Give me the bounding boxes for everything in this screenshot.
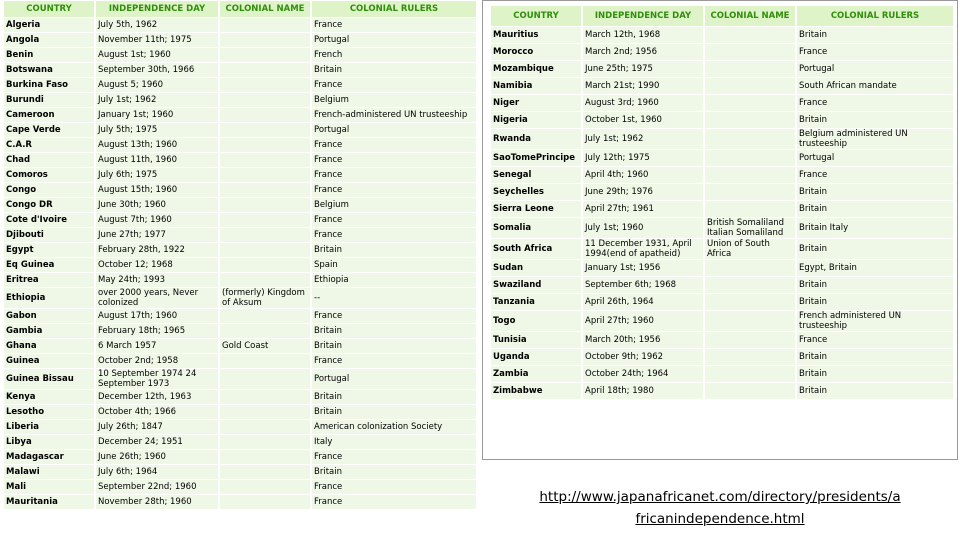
cell-country: Angola — [4, 33, 94, 47]
table-row — [491, 78, 953, 94]
cell-colonial-name — [705, 167, 795, 183]
cell-country: Kenya — [4, 390, 94, 404]
cell-colonial-rulers: France — [312, 450, 476, 464]
cell-colonial-rulers: Britain — [797, 201, 953, 217]
table-row — [4, 435, 476, 449]
table-row — [4, 78, 476, 92]
cell-independence-day: August 17th; 1960 — [96, 309, 218, 323]
header-colonial-rulers: COLONIAL RULERS — [797, 6, 953, 26]
cell-country: Zimbabwe — [491, 383, 581, 399]
cell-independence-day: June 27th; 1977 — [96, 228, 218, 242]
cell-colonial-rulers: Britain — [797, 27, 953, 43]
cell-colonial-name — [220, 324, 310, 338]
left-table-body — [4, 18, 476, 509]
cell-colonial-name — [705, 44, 795, 60]
header-independence-day: INDEPENDENCE DAY — [96, 1, 218, 17]
cell-colonial-name — [220, 309, 310, 323]
cell-country: Morocco — [491, 44, 581, 60]
cell-colonial-name — [705, 150, 795, 166]
cell-colonial-rulers: Britain — [312, 63, 476, 77]
cell-colonial-rulers: Britain — [797, 112, 953, 128]
header-country: COUNTRY — [4, 1, 94, 17]
cell-colonial-name — [220, 108, 310, 122]
cell-independence-day: August 5; 1960 — [96, 78, 218, 92]
cell-colonial-name — [220, 369, 310, 389]
cell-country: Eq Guinea — [4, 258, 94, 272]
table-row — [491, 27, 953, 43]
cell-colonial-rulers: Britain — [797, 239, 953, 259]
table-row — [4, 108, 476, 122]
cell-colonial-name — [220, 78, 310, 92]
cell-colonial-rulers: Britain Italy — [797, 218, 953, 238]
table-row — [4, 390, 476, 404]
cell-country: Liberia — [4, 420, 94, 434]
cell-colonial-rulers: Britain — [312, 243, 476, 257]
cell-colonial-rulers: France — [797, 332, 953, 348]
cell-colonial-name — [705, 383, 795, 399]
cell-independence-day: July 5th; 1975 — [96, 123, 218, 137]
cell-colonial-rulers: France — [312, 138, 476, 152]
cell-independence-day: October 4th; 1966 — [96, 405, 218, 419]
cell-country: Algeria — [4, 18, 94, 32]
cell-country: Cote d'Ivoire — [4, 213, 94, 227]
cell-colonial-name — [220, 450, 310, 464]
cell-colonial-name — [220, 243, 310, 257]
cell-colonial-name — [220, 183, 310, 197]
cell-independence-day: May 24th; 1993 — [96, 273, 218, 287]
table-row — [491, 167, 953, 183]
cell-country: Gabon — [4, 309, 94, 323]
cell-colonial-name — [220, 198, 310, 212]
cell-independence-day: June 29th; 1976 — [583, 184, 703, 200]
table-row — [491, 311, 953, 331]
cell-colonial-name — [705, 311, 795, 331]
source-link-line-2[interactable]: fricanindependence.html — [635, 511, 805, 527]
cell-country: Tunisia — [491, 332, 581, 348]
cell-country: Gambia — [4, 324, 94, 338]
table-row — [491, 95, 953, 111]
cell-colonial-name — [220, 168, 310, 182]
table-row — [491, 44, 953, 60]
cell-colonial-rulers: Britain — [312, 324, 476, 338]
cell-country: Uganda — [491, 349, 581, 365]
cell-country: Congo DR — [4, 198, 94, 212]
table-row — [491, 349, 953, 365]
cell-independence-day: April 27th; 1960 — [583, 311, 703, 331]
cell-independence-day: January 1st; 1960 — [96, 108, 218, 122]
cell-independence-day: July 5th, 1962 — [96, 18, 218, 32]
cell-independence-day: December 12th, 1963 — [96, 390, 218, 404]
cell-independence-day: February 28th, 1922 — [96, 243, 218, 257]
cell-colonial-rulers: France — [312, 213, 476, 227]
cell-colonial-name: Gold Coast — [220, 339, 310, 353]
cell-colonial-name — [220, 153, 310, 167]
cell-country: Sudan — [491, 260, 581, 276]
cell-colonial-rulers: South African mandate — [797, 78, 953, 94]
table-row — [491, 332, 953, 348]
independence-table-right — [489, 5, 955, 400]
cell-country: Lesotho — [4, 405, 94, 419]
cell-independence-day: March 12th, 1968 — [583, 27, 703, 43]
cell-colonial-name — [220, 213, 310, 227]
cell-colonial-rulers: Britain — [312, 405, 476, 419]
cell-country: Ethiopia — [4, 288, 94, 308]
table-row — [491, 260, 953, 276]
cell-colonial-rulers: -- — [312, 288, 476, 308]
cell-independence-day: October 9th; 1962 — [583, 349, 703, 365]
cell-country: Benin — [4, 48, 94, 62]
table-row — [4, 213, 476, 227]
cell-independence-day: September 6th; 1968 — [583, 277, 703, 293]
cell-colonial-rulers: France — [797, 95, 953, 111]
cell-colonial-name — [220, 420, 310, 434]
cell-country: SaoTomePrincipe — [491, 150, 581, 166]
table-row — [4, 138, 476, 152]
cell-colonial-rulers: Britain — [312, 465, 476, 479]
cell-colonial-name — [705, 260, 795, 276]
cell-colonial-rulers: Britain — [797, 366, 953, 382]
cell-country: Madagascar — [4, 450, 94, 464]
cell-colonial-name — [220, 435, 310, 449]
cell-independence-day: June 26th; 1960 — [96, 450, 218, 464]
cell-independence-day: August 15th; 1960 — [96, 183, 218, 197]
cell-independence-day: January 1st; 1956 — [583, 260, 703, 276]
cell-country: Djibouti — [4, 228, 94, 242]
cell-colonial-rulers: Britain — [312, 390, 476, 404]
table-row — [4, 48, 476, 62]
table-row — [491, 150, 953, 166]
table-row — [4, 18, 476, 32]
table-row — [491, 383, 953, 399]
cell-independence-day: April 18th; 1980 — [583, 383, 703, 399]
cell-colonial-name — [705, 201, 795, 217]
table-row — [4, 33, 476, 47]
cell-colonial-rulers: Ethiopia — [312, 273, 476, 287]
cell-colonial-rulers: France — [312, 183, 476, 197]
cell-independence-day: September 22nd; 1960 — [96, 480, 218, 494]
table-row — [4, 309, 476, 323]
cell-colonial-name — [220, 354, 310, 368]
cell-country: Zambia — [491, 366, 581, 382]
cell-independence-day: July 1st; 1962 — [96, 93, 218, 107]
table-row — [4, 228, 476, 242]
cell-independence-day: July 1st; 1960 — [583, 218, 703, 238]
cell-colonial-rulers: French — [312, 48, 476, 62]
table-row — [491, 112, 953, 128]
cell-independence-day: June 30th; 1960 — [96, 198, 218, 212]
cell-independence-day: February 18th; 1965 — [96, 324, 218, 338]
table-row — [4, 153, 476, 167]
cell-country: Nigeria — [491, 112, 581, 128]
header-colonial-rulers: COLONIAL RULERS — [312, 1, 476, 17]
cell-country: Niger — [491, 95, 581, 111]
cell-country: Mauritania — [4, 495, 94, 509]
cell-independence-day: July 1st; 1962 — [583, 129, 703, 149]
cell-colonial-name — [220, 405, 310, 419]
cell-independence-day: October 12; 1968 — [96, 258, 218, 272]
table-row — [4, 339, 476, 353]
cell-independence-day: August 7th; 1960 — [96, 213, 218, 227]
cell-colonial-rulers: French-administered UN trusteeship — [312, 108, 476, 122]
cell-colonial-name — [705, 332, 795, 348]
cell-colonial-rulers: Britain — [312, 339, 476, 353]
cell-country: Tanzania — [491, 294, 581, 310]
cell-colonial-rulers: Portugal — [797, 150, 953, 166]
right-table-panel — [482, 0, 958, 460]
cell-colonial-rulers: France — [312, 153, 476, 167]
cell-colonial-name — [705, 129, 795, 149]
cell-colonial-name — [220, 123, 310, 137]
cell-independence-day: July 6th; 1964 — [96, 465, 218, 479]
table-row — [4, 405, 476, 419]
cell-country: Senegal — [491, 167, 581, 183]
cell-colonial-name — [220, 63, 310, 77]
table-row — [491, 61, 953, 77]
header-colonial-name: COLONIAL NAME — [220, 1, 310, 17]
cell-colonial-rulers: Egypt, Britain — [797, 260, 953, 276]
cell-colonial-rulers: France — [312, 228, 476, 242]
cell-colonial-name: British Somaliland Italian Somaliland — [705, 218, 795, 238]
cell-country: Cape Verde — [4, 123, 94, 137]
cell-country: Burkina Faso — [4, 78, 94, 92]
cell-country: Namibia — [491, 78, 581, 94]
cell-independence-day: March 2nd; 1956 — [583, 44, 703, 60]
cell-colonial-rulers: Portugal — [312, 123, 476, 137]
cell-colonial-name — [220, 93, 310, 107]
cell-independence-day: August 11th, 1960 — [96, 153, 218, 167]
cell-colonial-name — [705, 349, 795, 365]
cell-country: Chad — [4, 153, 94, 167]
table-row — [491, 277, 953, 293]
cell-country: Malawi — [4, 465, 94, 479]
cell-colonial-rulers: Belgium — [312, 198, 476, 212]
cell-independence-day: December 24; 1951 — [96, 435, 218, 449]
cell-country: Swaziland — [491, 277, 581, 293]
independence-table-left — [2, 0, 478, 510]
cell-independence-day: July 6th; 1975 — [96, 168, 218, 182]
table-row — [491, 366, 953, 382]
cell-independence-day: over 2000 years, Never colonized — [96, 288, 218, 308]
cell-independence-day: July 12th; 1975 — [583, 150, 703, 166]
cell-country: Togo — [491, 311, 581, 331]
cell-colonial-rulers: French administered UN trusteeship — [797, 311, 953, 331]
table-row — [4, 123, 476, 137]
cell-country: Egypt — [4, 243, 94, 257]
cell-colonial-name — [705, 27, 795, 43]
cell-colonial-rulers: Britain — [797, 184, 953, 200]
cell-colonial-rulers: France — [312, 495, 476, 509]
table-row — [491, 218, 953, 238]
cell-colonial-name — [220, 18, 310, 32]
cell-colonial-rulers: France — [312, 78, 476, 92]
header-country: COUNTRY — [491, 6, 581, 26]
cell-country: Mauritius — [491, 27, 581, 43]
cell-country: Guinea — [4, 354, 94, 368]
cell-colonial-rulers: Italy — [312, 435, 476, 449]
table-row — [491, 294, 953, 310]
cell-country: South Africa — [491, 239, 581, 259]
cell-colonial-rulers: France — [312, 480, 476, 494]
cell-colonial-rulers: American colonization Society — [312, 420, 476, 434]
cell-country: Ghana — [4, 339, 94, 353]
table-row — [4, 354, 476, 368]
cell-country: Comoros — [4, 168, 94, 182]
cell-independence-day: October 1st, 1960 — [583, 112, 703, 128]
cell-colonial-rulers: Britain — [797, 383, 953, 399]
left-table-panel — [0, 0, 478, 540]
cell-country: C.A.R — [4, 138, 94, 152]
cell-colonial-rulers: France — [312, 354, 476, 368]
cell-colonial-name — [220, 495, 310, 509]
cell-colonial-rulers: Portugal — [312, 369, 476, 389]
cell-independence-day: October 2nd; 1958 — [96, 354, 218, 368]
cell-colonial-rulers: Britain — [797, 349, 953, 365]
cell-country: Botswana — [4, 63, 94, 77]
cell-colonial-name — [705, 277, 795, 293]
cell-colonial-rulers: France — [312, 168, 476, 182]
cell-colonial-name — [220, 33, 310, 47]
cell-independence-day: October 24th; 1964 — [583, 366, 703, 382]
table-row — [4, 480, 476, 494]
cell-independence-day: August 1st; 1960 — [96, 48, 218, 62]
cell-colonial-name — [220, 48, 310, 62]
cell-colonial-name — [705, 61, 795, 77]
cell-country: Congo — [4, 183, 94, 197]
cell-independence-day: September 30th, 1966 — [96, 63, 218, 77]
cell-colonial-name — [705, 294, 795, 310]
table-row — [4, 198, 476, 212]
cell-colonial-rulers: Britain — [797, 277, 953, 293]
cell-independence-day: March 20th; 1956 — [583, 332, 703, 348]
header-colonial-name: COLONIAL NAME — [705, 6, 795, 26]
cell-colonial-rulers: Spain — [312, 258, 476, 272]
table-row — [4, 93, 476, 107]
source-link-line-1[interactable]: http://www.japanafricanet.com/directory/presidents/a — [539, 489, 901, 505]
cell-colonial-rulers: France — [312, 309, 476, 323]
cell-colonial-rulers: Portugal — [312, 33, 476, 47]
table-row — [4, 63, 476, 77]
header-row — [491, 6, 953, 26]
cell-independence-day: November 28th; 1960 — [96, 495, 218, 509]
table-row — [4, 450, 476, 464]
cell-country: Burundi — [4, 93, 94, 107]
cell-colonial-name — [705, 366, 795, 382]
cell-independence-day: April 4th; 1960 — [583, 167, 703, 183]
cell-colonial-name: Union of South Africa — [705, 239, 795, 259]
cell-country: Mozambique — [491, 61, 581, 77]
table-row — [4, 324, 476, 338]
cell-colonial-name — [220, 465, 310, 479]
table-row — [491, 184, 953, 200]
cell-colonial-name — [220, 480, 310, 494]
cell-country: Mali — [4, 480, 94, 494]
cell-independence-day: June 25th; 1975 — [583, 61, 703, 77]
cell-colonial-rulers: Belgium — [312, 93, 476, 107]
table-row — [4, 258, 476, 272]
cell-country: Guinea Bissau — [4, 369, 94, 389]
table-row — [4, 243, 476, 257]
table-row — [491, 129, 953, 149]
cell-colonial-rulers: France — [797, 44, 953, 60]
table-row — [4, 288, 476, 308]
cell-independence-day: April 26th, 1964 — [583, 294, 703, 310]
table-row — [491, 239, 953, 259]
table-row — [4, 273, 476, 287]
cell-country: Seychelles — [491, 184, 581, 200]
cell-colonial-name: (formerly) Kingdom of Aksum — [220, 288, 310, 308]
table-row — [4, 369, 476, 389]
cell-country: Sierra Leone — [491, 201, 581, 217]
source-link[interactable] — [500, 486, 940, 530]
cell-independence-day: 6 March 1957 — [96, 339, 218, 353]
cell-colonial-rulers: Portugal — [797, 61, 953, 77]
cell-colonial-rulers: Britain — [797, 294, 953, 310]
cell-colonial-name — [705, 184, 795, 200]
table-row — [4, 465, 476, 479]
cell-country: Libya — [4, 435, 94, 449]
cell-independence-day: 11 December 1931, April 1994(end of apatheid) — [583, 239, 703, 259]
cell-country: Rwanda — [491, 129, 581, 149]
cell-country: Somalia — [491, 218, 581, 238]
header-independence-day: INDEPENDENCE DAY — [583, 6, 703, 26]
header-row — [4, 1, 476, 17]
cell-colonial-name — [220, 228, 310, 242]
cell-colonial-name — [705, 112, 795, 128]
table-row — [4, 183, 476, 197]
cell-country: Eritrea — [4, 273, 94, 287]
cell-independence-day: August 3rd; 1960 — [583, 95, 703, 111]
cell-colonial-rulers: Belgium administered UN trusteeship — [797, 129, 953, 149]
right-table-body — [491, 27, 953, 399]
cell-independence-day: April 27th; 1961 — [583, 201, 703, 217]
cell-country: Cameroon — [4, 108, 94, 122]
cell-colonial-name — [705, 95, 795, 111]
cell-independence-day: August 13th; 1960 — [96, 138, 218, 152]
cell-colonial-rulers: France — [797, 167, 953, 183]
cell-independence-day: July 26th; 1847 — [96, 420, 218, 434]
table-row — [491, 201, 953, 217]
cell-colonial-name — [220, 258, 310, 272]
cell-colonial-rulers: France — [312, 18, 476, 32]
table-row — [4, 420, 476, 434]
cell-independence-day: 10 September 1974 24 September 1973 — [96, 369, 218, 389]
cell-independence-day: November 11th; 1975 — [96, 33, 218, 47]
cell-independence-day: March 21st; 1990 — [583, 78, 703, 94]
cell-colonial-name — [220, 138, 310, 152]
table-row — [4, 495, 476, 509]
table-row — [4, 168, 476, 182]
cell-colonial-name — [220, 390, 310, 404]
cell-colonial-name — [220, 273, 310, 287]
cell-colonial-name — [705, 78, 795, 94]
